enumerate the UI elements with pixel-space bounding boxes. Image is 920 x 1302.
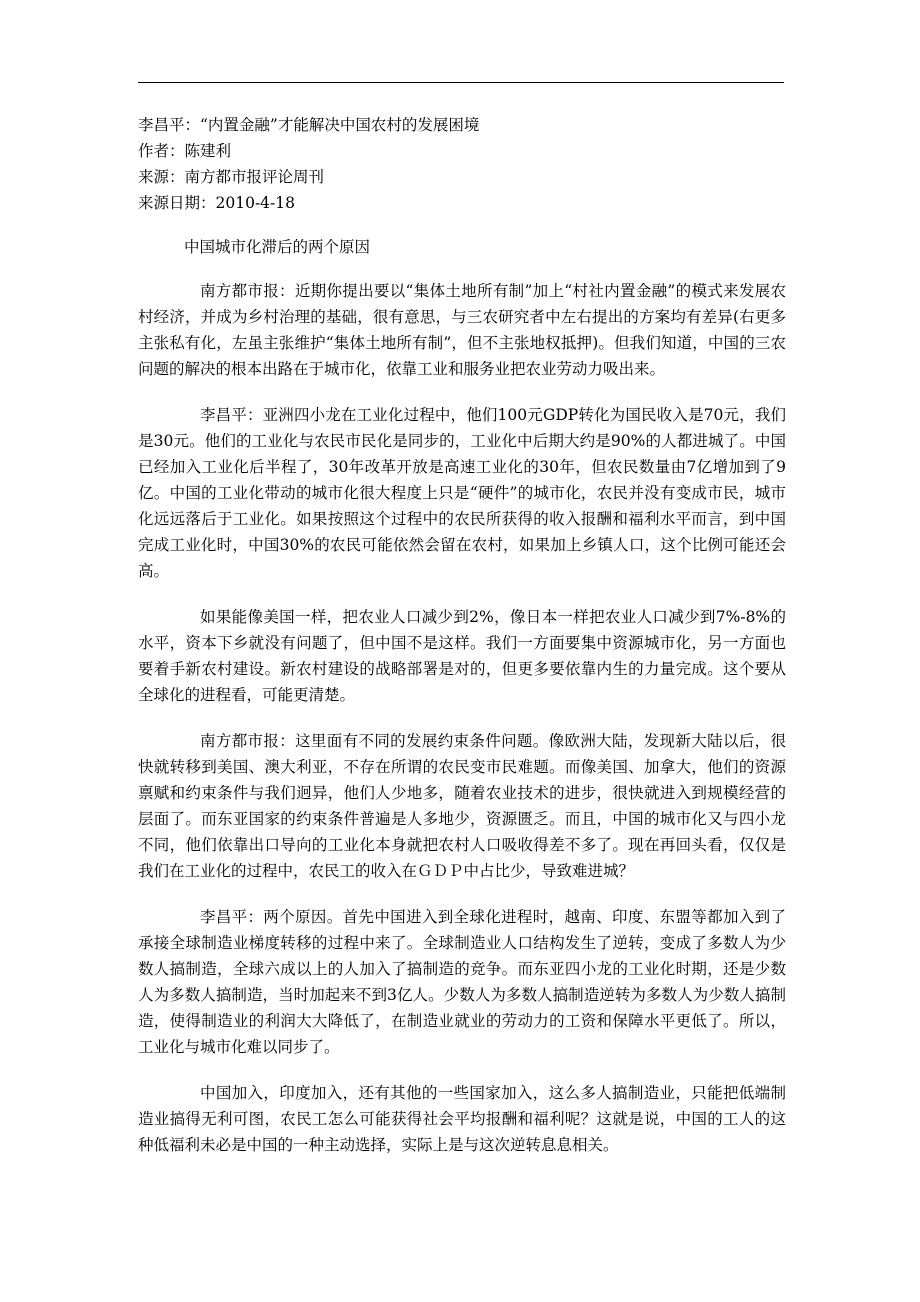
paragraph: 李昌平：亚洲四小龙在工业化过程中，他们100元GDP转化为国民收入是70元，我们是30元。他们的工业化与农民市民化是同步的，工业化中后期大约是90%的人都进城了。中国已经加入工业化后半程了，30年改革开放是高速工业化的30年，但农民数量由7亿增加到了9亿。中国的工业化带动的城市化很大程度上只是“硬件”的城市化，农民并没有变成市民，城市化远远落后于工业化。如果按照这个过程中的农民所获得的收入报酬和福利水平而言，到中国完成工业化时，中国30%的农民可能依然会留在农村，如果加上乡镇人口，这个比例可能还会高。 bbox=[138, 406, 786, 580]
paragraph: 南方都市报：近期你提出要以“集体土地所有制”加上“村社内置金融”的模式来发展农村经济，并成为乡村治理的基础，很有意思，与三农研究者中左右提出的方案均有差异(右更多主张私有化，左虽主张维护“集体土地所有制”，但不主张地权抵押)。但我们知道，中国的三农问题的解决的根本出路在于城市化，依靠工业和服务业把农业劳动力吸出来。 bbox=[138, 282, 786, 378]
section-title: 中国城市化滞后的两个原因 bbox=[184, 238, 371, 256]
header-rule bbox=[138, 82, 784, 83]
article-source: 来源：南方都市报评论周刊 bbox=[138, 168, 325, 186]
article-date: 来源日期：2010-4-18 bbox=[138, 194, 296, 212]
article-author: 作者：陈建利 bbox=[138, 142, 232, 160]
document-body bbox=[138, 112, 786, 1158]
paragraph: 李昌平：两个原因。首先中国进入到全球化进程时，越南、印度、东盟等都加入到了承接全球制造业梯度转移的过程中来了。全球制造业人口结构发生了逆转，变成了多数人为少数人搞制造，全球六成以上的人加入了搞制造的竞争。而东亚四小龙的工业化时期，还是少数人为多数人搞制造，当时加起来不到3亿人。少数人为多数人搞制造逆转为多数人为少数人搞制造，使得制造业的利润大大降低了，在制造业就业的劳动力的工资和保障水平更低了。所以，工业化与城市化难以同步了。 bbox=[138, 908, 786, 1056]
paragraph: 中国加入，印度加入，还有其他的一些国家加入，这么多人搞制造业，只能把低端制造业搞得无利可图，农民工怎么可能获得社会平均报酬和福利呢？这就是说，中国的工人的这种低福利未必是中国的一种主动选择，实际上是与这次逆转息息相关。 bbox=[138, 1084, 786, 1154]
paragraph: 南方都市报：这里面有不同的发展约束条件问题。像欧洲大陆，发现新大陆以后，很快就转移到美国、澳大利亚，不存在所谓的农民变市民难题。而像美国、加拿大，他们的资源禀赋和约束条件与我们迥异，他们人少地多，随着农业技术的进步，很快就进入到规模经营的层面了。而东亚国家的约束条件普遍是人多地少，资源匮乏。而且，中国的城市化又与四小龙不同，他们依靠出口导向的工业化本身就把农村人口吸收得差不多了。现在再回头看，仅仅是我们在工业化的过程中，农民工的收入在ＧＤＰ中占比少，导致难进城？ bbox=[138, 732, 786, 880]
article-meta bbox=[138, 112, 786, 216]
paragraph: 如果能像美国一样，把农业人口减少到2%，像日本一样把农业人口减少到7%-8%的水平，资本下乡就没有问题了，但中国不是这样。我们一方面要集中资源城市化，另一方面也要着手新农村建设。新农村建设的战略部署是对的，但更多要依靠内生的力量完成。这个要从全球化的进程看，可能更清楚。 bbox=[138, 608, 786, 704]
article-title: 李昌平：“内置金融”才能解决中国农村的发展困境 bbox=[138, 116, 480, 134]
